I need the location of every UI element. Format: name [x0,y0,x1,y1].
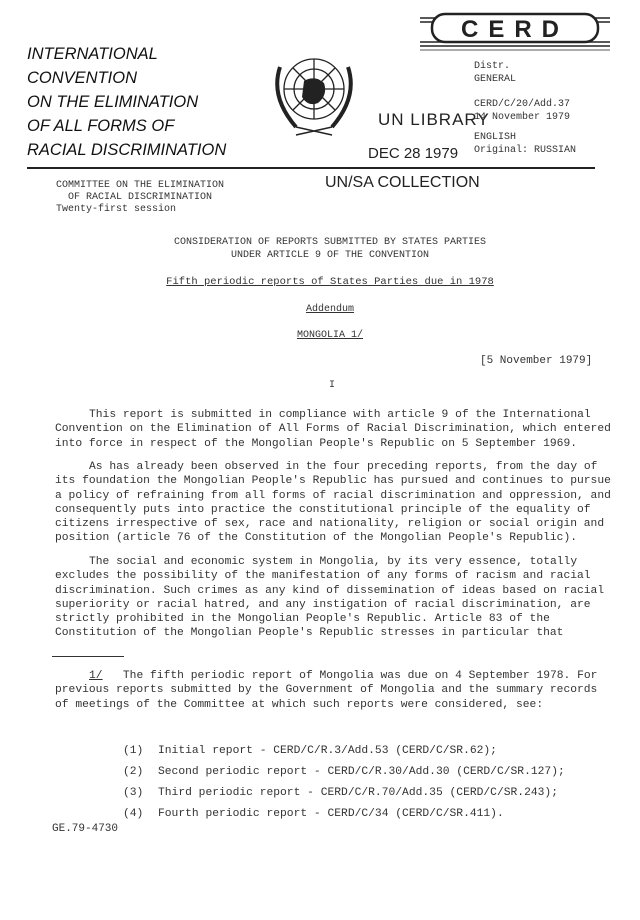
country-heading [0,329,640,342]
item-text: Second periodic report - CERD/C/R.30/Add.30 (CERD/C/SR.127); [158,766,565,778]
text-line: citizens irrespective of sex, race and nationality, religion or social origin and [55,518,605,531]
document-date: 14 November 1979 [474,112,571,123]
consideration-heading [0,236,640,262]
paragraph [55,408,611,451]
footer-code: GE.79-4730 [52,823,119,835]
text-line: As has already been observed in the four preceding reports, from the day of [89,461,598,473]
title-line: OF ALL FORMS OF [27,117,175,135]
subtitle [0,276,640,289]
text-line: position (article 76 of the Constitution of the Mongolian People's Republic). [55,532,578,545]
session: Twenty-first session [56,204,177,215]
section-number: I [329,380,336,391]
library-stamp: UN LIBRARY [378,110,490,129]
text-line: a policy of refraining from all forms of racial discrimination and oppression, and [55,489,611,502]
item-number: (4) [123,808,144,820]
subtitle-text: Fifth periodic reports of States Parties due in 1978 [166,276,494,288]
text-line: The fifth periodic report of Mongolia was due on 4 September 1978. For [122,670,598,682]
text-line: of meetings of the Committee at which such reports were considered, see: [55,698,544,711]
cerd-logo [420,12,610,52]
document-symbol: CERD/C/20/Add.37 [474,99,571,110]
distr-label: Distr. [474,61,511,72]
heading-line: CONSIDERATION OF REPORTS SUBMITTED BY STATES PARTIES [173,237,487,248]
text-line: The social and economic system in Mongolia, by its very essence, totally [89,556,578,568]
country-text: MONGOLIA 1/ [296,330,363,341]
heading-line: UNDER ARTICLE 9 OF THE CONVENTION [230,250,430,261]
text-line: This report is submitted in compliance with article 9 of the International [89,409,591,421]
document-info [474,60,576,157]
text-line: Convention on the Elimination of All Forms of Racial Discrimination, which entered [55,423,611,436]
text-line: its foundation the Mongolian People's Republic has pursued and continues to pursue [55,475,611,488]
text-line: into force in respect of the Mongolian People's Republic on 5 September 1969. [55,437,578,450]
footnote-marker: 1/ [89,670,103,682]
text-line: consequently puts into practice the constitutional principle of the equality of [55,503,591,516]
text-line: superiority or racial hatred, and any instigation of racial discrimination, are [55,598,591,611]
header-divider [27,167,595,169]
previous-reports-list [123,741,565,825]
footnote-divider [52,656,124,657]
list-item [123,762,565,783]
item-text: Fourth periodic report - CERD/C/34 (CERD/C/SR.411). [158,808,504,820]
svg-text:CERD: CERD [460,16,570,43]
title-line: INTERNATIONAL [27,45,158,63]
list-item [123,804,565,825]
list-item [123,783,565,804]
date-stamp: DEC 28 1979 [368,145,459,162]
un-emblem-icon [266,47,362,139]
original-language: Original: RUSSIAN [474,145,577,156]
text-line: strictly prohibited in the Mongolian People's Republic. Article 83 of the [55,613,550,626]
item-number: (1) [123,745,144,757]
title-line: CONVENTION [27,69,138,87]
text-line: discrimination. Such crimes as any kind of dissemination of ideas based on racial [55,584,605,597]
committee-name: COMMITTEE ON THE ELIMINATION [56,180,225,191]
document-language: ENGLISH [474,132,517,143]
collection-stamp: UN/SA COLLECTION [325,174,480,191]
addendum-text: Addendum [305,304,354,315]
distr-value: GENERAL [474,74,517,85]
title-line: RACIAL DISCRIMINATION [27,141,227,159]
text-line: previous reports submitted by the Government of Mongolia and the summary records [55,684,598,697]
convention-title [27,42,226,162]
item-number: (2) [123,766,144,778]
footnote [55,669,597,712]
item-text: Initial report - CERD/C/R.3/Add.53 (CERD/C/SR.62); [158,745,497,757]
paragraph [55,460,611,546]
item-text: Third periodic report - CERD/C/R.70/Add.35 (CERD/C/SR.243); [158,787,558,799]
addendum [0,303,640,316]
text-line: Constitution of the Mongolian People's Republic stresses in particular that [55,627,564,640]
committee-name: OF RACIAL DISCRIMINATION [68,192,213,203]
text-line: excludes the possibility of the manifestation of any forms of racism and racial [55,570,591,583]
title-line: ON THE ELIMINATION [27,93,199,111]
item-number: (3) [123,787,144,799]
list-item [123,741,565,762]
paragraph [55,555,604,641]
submission-date: [5 November 1979] [480,355,593,367]
committee-block [34,180,224,216]
